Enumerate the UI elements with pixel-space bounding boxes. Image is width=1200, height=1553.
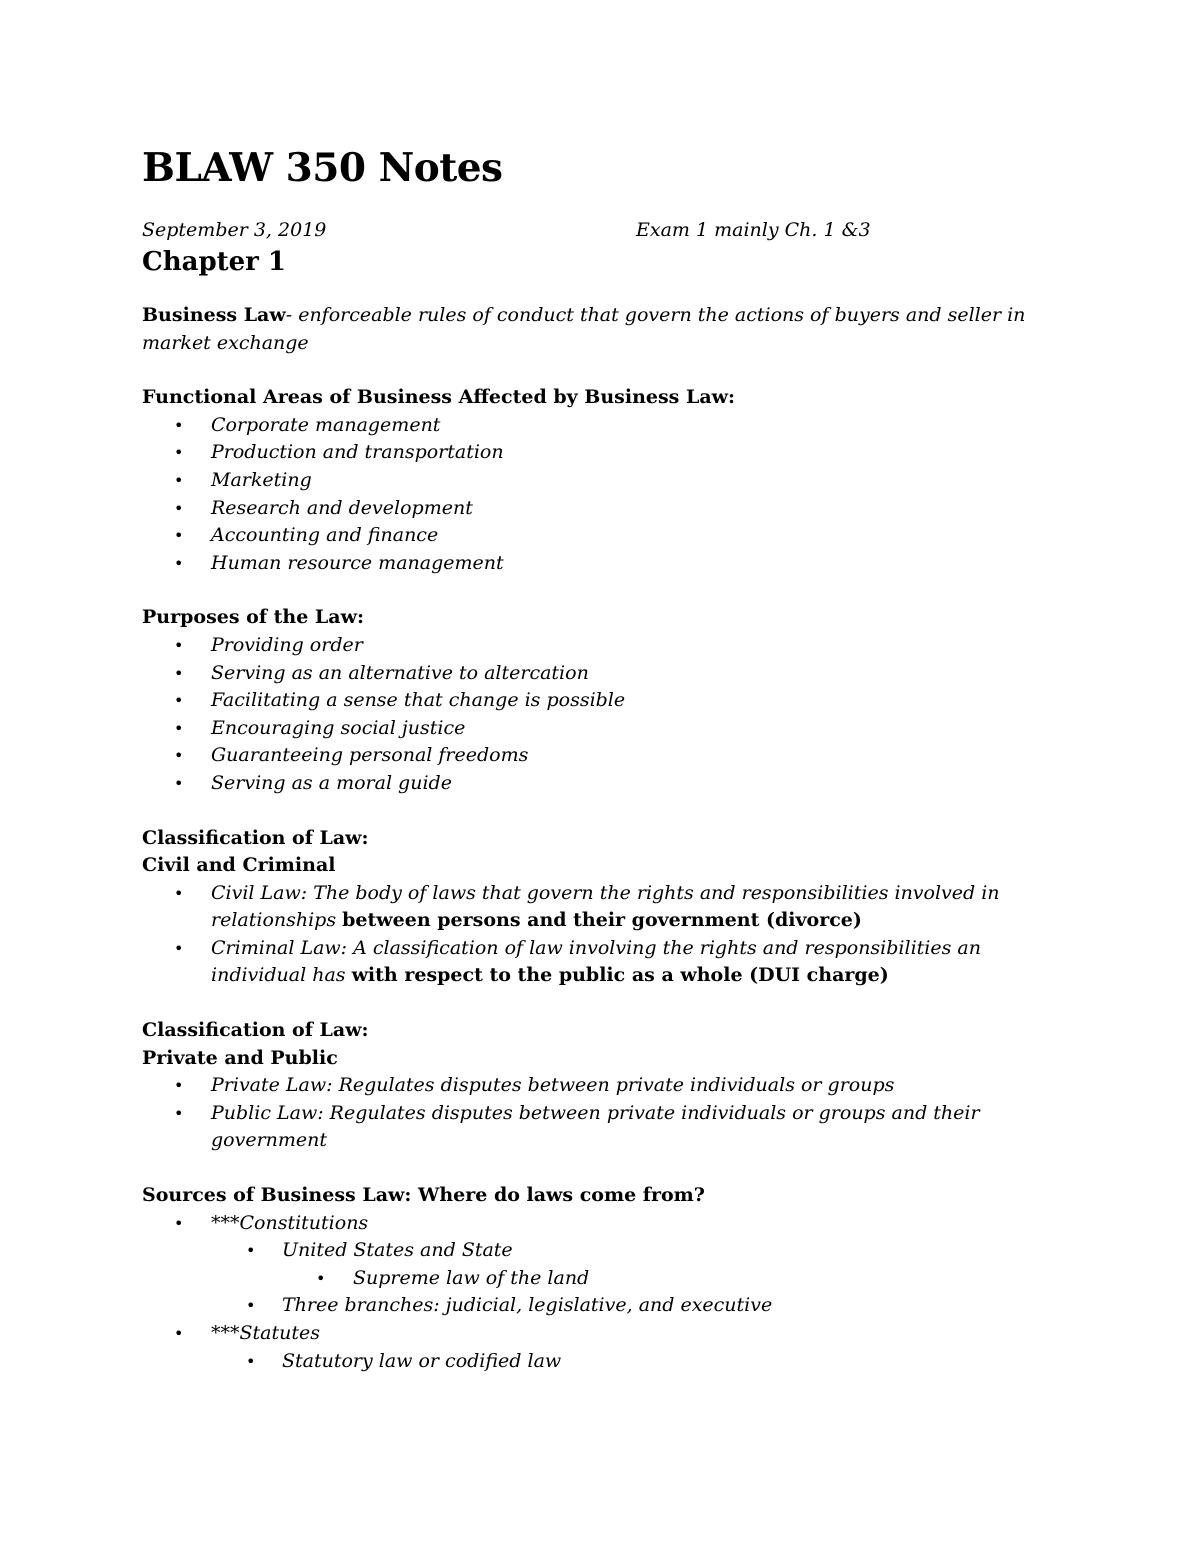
bullet-icon: •	[174, 526, 184, 546]
lecture-date: September 3, 2019	[142, 219, 327, 241]
sources-list	[142, 1210, 1042, 1238]
list-item: • Production and transportation	[142, 439, 1042, 467]
functional-areas-heading: Functional Areas of Business Affected by Business Law:	[142, 386, 736, 409]
private-public-section	[142, 1017, 1042, 1155]
purposes-section	[142, 604, 1042, 797]
bullet-icon: •	[174, 1213, 184, 1233]
bullet-icon: •	[246, 1241, 256, 1261]
bullet-icon: •	[174, 1324, 184, 1343]
bullet-icon: •	[174, 773, 184, 793]
bullet-icon: •	[174, 691, 184, 711]
list-item: • Corporate management	[142, 412, 1042, 440]
list-item: • Supreme law of the land	[142, 1265, 1042, 1293]
list-item: • Public Law: Regulates disputes between private individuals or groups and their government	[174, 1101, 980, 1152]
dateline	[142, 216, 1042, 244]
definition-term: Business Law	[142, 304, 286, 326]
bullet-icon: •	[174, 415, 184, 435]
civil-criminal-section	[142, 825, 1042, 991]
private-public-subheading: Private and Public	[142, 1046, 338, 1069]
list-item: • Guaranteeing personal freedoms	[142, 742, 1042, 770]
list-item: • Human resource management	[142, 550, 1042, 578]
bullet-icon: •	[174, 443, 184, 463]
purposes-heading: Purposes of the Law:	[142, 606, 364, 629]
constitutions-sublist	[142, 1237, 1042, 1265]
us-state-sublist	[142, 1265, 1042, 1293]
functional-areas-list	[142, 412, 1042, 578]
classification-heading: Classification of Law:	[142, 826, 369, 849]
bullet-icon: •	[174, 498, 184, 518]
bullet-icon: •	[174, 1103, 184, 1123]
bullet-icon: •	[316, 1268, 326, 1288]
bullet-icon: •	[174, 635, 184, 655]
purposes-list	[142, 632, 1042, 798]
statutes-sublist	[142, 1348, 1042, 1376]
list-item: • Marketing	[142, 467, 1042, 495]
sources-section	[142, 1182, 1042, 1375]
list-item: • Accounting and finance	[142, 522, 1042, 550]
private-public-list	[142, 1072, 1042, 1155]
chapter-heading: Chapter 1	[142, 247, 287, 277]
list-item: • Providing order	[142, 632, 1042, 660]
list-item: • Encouraging social justice	[142, 715, 1042, 743]
bullet-icon: •	[174, 470, 184, 490]
list-item: • Research and development	[142, 495, 1042, 523]
sources-list	[142, 1320, 1042, 1348]
bullet-icon: •	[174, 746, 184, 766]
exam-note: Exam 1 mainly Ch. 1 &3	[636, 219, 871, 241]
list-item: • Three branches: judicial, legislative, and executive	[142, 1292, 1042, 1320]
civil-criminal-list	[142, 880, 1042, 990]
bullet-icon: •	[174, 938, 184, 958]
bullet-icon: •	[246, 1296, 256, 1316]
list-item: • Criminal Law: A classification of law involving the rights and responsibilities an individual has with respect to the public as a whole (DUI charge)	[174, 936, 981, 987]
bullet-icon: •	[246, 1351, 256, 1371]
bullet-icon: •	[174, 883, 184, 903]
list-item: • Civil Law: The body of laws that govern the rights and responsibilities involved in relationships between persons and their government (divorce)	[174, 881, 1000, 932]
business-law-definition	[142, 302, 1032, 357]
bullet-icon: •	[174, 718, 184, 738]
document-page	[142, 140, 1042, 1375]
bullet-icon: •	[174, 1076, 184, 1096]
constitutions-sublist	[142, 1292, 1042, 1320]
list-item: • ***Statutes	[142, 1320, 1042, 1348]
list-item: • Serving as an alternative to altercation	[142, 660, 1042, 688]
list-item: • Private Law: Regulates disputes between private individuals or groups	[142, 1072, 1001, 1100]
document-title: BLAW 350 Notes	[142, 145, 503, 191]
list-item: • Statutory law or codified law	[142, 1348, 1042, 1376]
sources-heading: Sources of Business Law: Where do laws come from?	[142, 1184, 705, 1207]
bullet-icon: •	[174, 553, 184, 573]
functional-areas-section	[142, 384, 1042, 577]
list-item: • Serving as a moral guide	[142, 770, 1042, 798]
list-item: • ***Constitutions	[142, 1210, 1042, 1238]
list-item: • United States and State	[142, 1237, 1042, 1265]
civil-criminal-subheading: Civil and Criminal	[142, 854, 336, 877]
classification-heading: Classification of Law:	[142, 1019, 369, 1042]
definition-text: - enforceable rules of conduct that govern the actions of buyers and seller in market exchange	[142, 304, 1026, 354]
list-item: • Facilitating a sense that change is possible	[142, 687, 1042, 715]
bullet-icon: •	[174, 663, 184, 683]
